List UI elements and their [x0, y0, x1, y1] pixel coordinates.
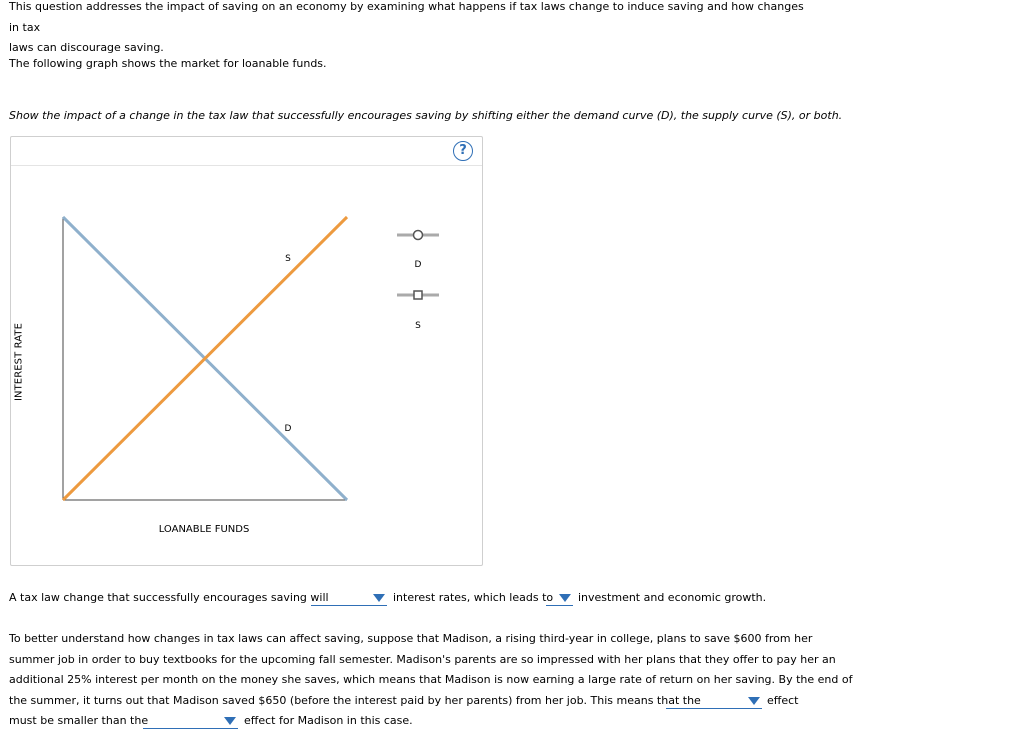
palette-supply-handle-icon[interactable]	[414, 291, 422, 299]
investment-dropdown[interactable]	[546, 591, 573, 606]
x-axis-label: LOANABLE FUNDS	[158, 524, 250, 535]
question1-prefix: A tax law change that successfully encourages saving will	[9, 591, 329, 604]
paragraph2-line1: To better understand how changes in tax laws can affect saving, suppose that Madison, a rising third-year in college, plans to save $600 from her	[9, 632, 813, 645]
chevron-down-icon	[559, 594, 571, 602]
palette-demand-label: D	[414, 260, 422, 270]
instruction-text: Show the impact of a change in the tax law that successfully encourages saving by shifting either the demand curve (D), the supply curve (S), or both.	[9, 109, 843, 122]
effect-dropdown-1[interactable]	[666, 694, 762, 709]
palette-demand-handle-icon[interactable]	[414, 231, 423, 240]
supply-curve-label: S	[285, 254, 291, 264]
paragraph2-line5-prefix: must be smaller than the	[9, 714, 149, 727]
paragraph2-line4-suffix: effect	[767, 694, 799, 707]
effect-dropdown-2[interactable]	[143, 714, 238, 729]
interest-rate-dropdown[interactable]	[311, 591, 387, 606]
chevron-down-icon	[224, 717, 236, 725]
paragraph2-line4: the summer, it turns out that Madison saved $650 (before the interest paid by her parents) from her job. This means that the	[9, 694, 701, 707]
palette-demand-tool[interactable]	[397, 231, 439, 240]
paragraph2-line5-suffix: effect for Madison in this case.	[244, 714, 413, 727]
help-icon[interactable]: ?	[453, 141, 473, 161]
graph-intro: The following graph shows the market for loanable funds.	[9, 57, 327, 70]
chevron-down-icon	[373, 594, 385, 602]
question1-suffix: investment and economic growth.	[578, 591, 767, 604]
palette-supply-tool[interactable]	[397, 291, 439, 299]
demand-curve-label: D	[284, 424, 292, 434]
paragraph2-line3: additional 25% interest per month on the money she saves, which means that Madison is now earning a large rate of return on her saving. By the end of	[9, 673, 853, 686]
intro-line-1: This question addresses the impact of saving on an economy by examining what happens if tax laws change to induce saving and how changes in tax	[9, 0, 804, 34]
intro-line-2: laws can discourage saving.	[9, 41, 164, 55]
paragraph2-line2: summer job in order to buy textbooks for the upcoming fall semester. Madison's parents are so impressed with her plans that they offer to pay her an	[9, 653, 836, 666]
question1-middle: interest rates, which leads to	[393, 591, 554, 604]
chevron-down-icon	[748, 697, 760, 705]
palette-supply-label: S	[415, 321, 421, 331]
y-axis-label: INTEREST RATE	[13, 322, 25, 402]
